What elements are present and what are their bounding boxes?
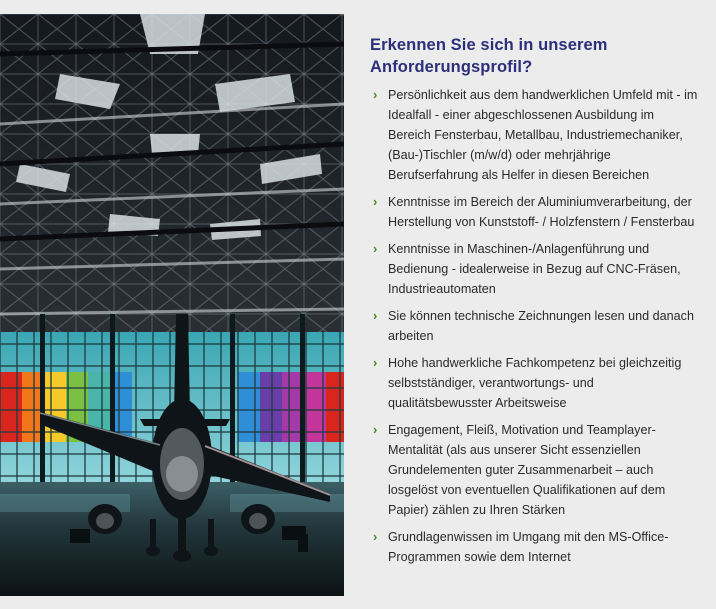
list-item bbox=[370, 192, 700, 232]
section-heading bbox=[370, 34, 700, 78]
list-item-text: Engagement, Fleiß, Motivation und Teamplayer-Mentalität (als aus unserer Sicht essenziellen Grundelementen guter Zusammenarbeit – auch losgelöst von eventuellen Qualifikationen auf dem Papier) zählen zu Ihren Stärken bbox=[388, 423, 666, 517]
chevron-right-icon: › bbox=[373, 355, 378, 370]
list-item-text: Persönlichkeit aus dem handwerklichen Umfeld mit - im Idealfall - einer abgeschlossenen Ausbildung im Bereich Fensterbau, Metallbau, Industriemechaniker, (Bau-)Tischler (m/w/d) oder mehrjährige Berufserfahrung als Helfer in diesen Bereichen bbox=[388, 88, 698, 182]
hangar-airplane-image bbox=[0, 14, 344, 596]
chevron-right-icon: › bbox=[373, 529, 378, 544]
chevron-right-icon: › bbox=[373, 194, 378, 209]
list-item-text: Kenntnisse in Maschinen-/Anlagenführung und Bedienung - idealerweise in Bezug auf CNC-Fräsen, Industrieautomaten bbox=[388, 242, 681, 296]
list-item bbox=[370, 85, 700, 185]
heading-line-1: Erkennen Sie sich in unserem bbox=[370, 36, 608, 54]
list-item bbox=[370, 420, 700, 520]
list-item bbox=[370, 306, 700, 346]
list-item-text: Sie können technische Zeichnungen lesen und danach arbeiten bbox=[388, 309, 694, 343]
chevron-right-icon: › bbox=[373, 308, 378, 323]
requirements-section bbox=[370, 34, 700, 574]
list-item-text: Kenntnisse im Bereich der Aluminiumverarbeitung, der Herstellung von Kunststoff- / Holzfenstern / Fensterbau bbox=[388, 195, 695, 229]
heading-line-2: Anforderungsprofil? bbox=[370, 58, 533, 76]
list-item bbox=[370, 527, 700, 567]
chevron-right-icon: › bbox=[373, 422, 378, 437]
list-item-text: Hohe handwerkliche Fachkompetenz bei gleichzeitig selbstständiger, verantwortungs- und qualitätsbewusster Arbeitsweise bbox=[388, 356, 682, 410]
list-item bbox=[370, 239, 700, 299]
requirements-list bbox=[370, 85, 700, 567]
chevron-right-icon: › bbox=[373, 241, 378, 256]
list-item bbox=[370, 353, 700, 413]
chevron-right-icon: › bbox=[373, 87, 378, 102]
list-item-text: Grundlagenwissen im Umgang mit den MS-Office-Programmen sowie dem Internet bbox=[388, 530, 669, 564]
